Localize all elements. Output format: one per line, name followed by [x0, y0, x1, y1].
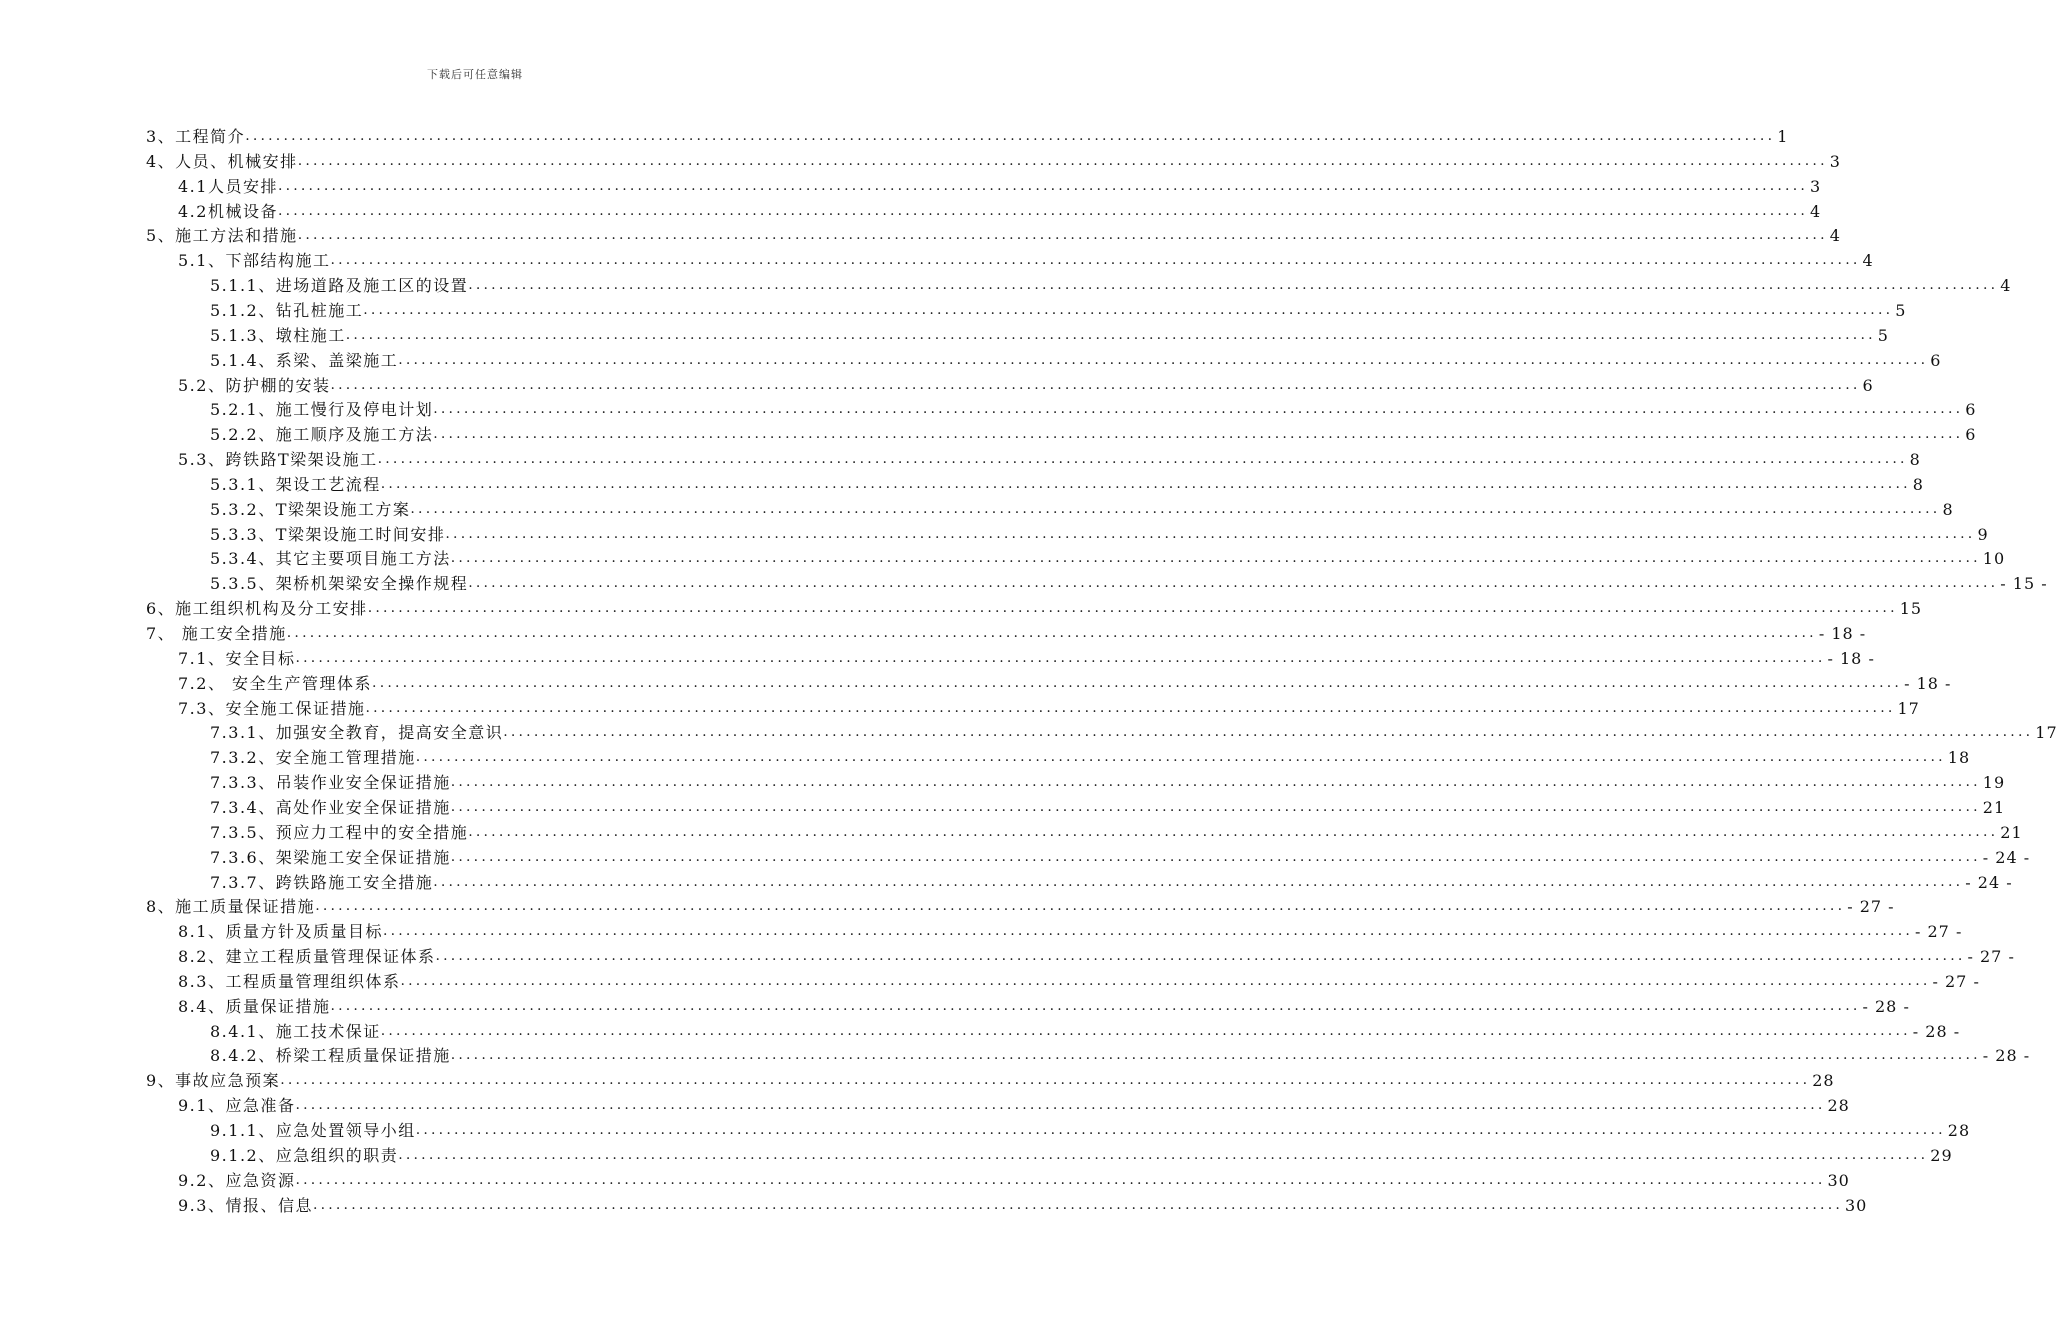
toc-entry-page: 5 — [1877, 325, 1889, 345]
toc-entry-page: 8 — [1912, 474, 1924, 494]
page-header: 下载后可任意编辑 — [427, 68, 523, 81]
toc-leader-dots: ........................................................................................................................................................................................................ — [380, 475, 1911, 492]
toc-entry-title: 8.2、建立工程质量管理保证体系 — [178, 947, 436, 967]
toc-leader-dots: ........................................................................................................................................................................................................ — [415, 749, 1946, 766]
toc-entry-title: 4.2机械设备 — [178, 201, 278, 221]
toc-leader-dots: ........................................................................................................................................................................................................ — [435, 948, 1966, 965]
toc-leader-dots: ........................................................................................................................................................................................................ — [398, 351, 1929, 368]
toc-leader-dots: ........................................................................................................................................................................................................ — [377, 451, 1908, 468]
toc-leader-dots: ........................................................................................................................................................................................................ — [468, 823, 1999, 840]
toc-leader-dots: ........................................................................................................................................................................................................ — [433, 873, 1964, 890]
toc-entry[interactable] — [210, 1143, 1953, 1168]
toc-entry-title: 5.3.3、T梁架设施工时间安排 — [210, 524, 446, 544]
toc-entry-page: 19 — [1982, 773, 2006, 793]
toc-entry-title: 4.1人员安排 — [178, 176, 278, 196]
toc-entry-page: - 18 - — [1827, 648, 1875, 668]
toc-entry-page: - 18 - — [1818, 624, 1867, 643]
toc-entry[interactable] — [178, 969, 1980, 994]
toc-entry[interactable] — [210, 422, 1977, 447]
toc-entry[interactable] — [146, 149, 1841, 174]
toc-entry-page: - 27 - — [1932, 971, 1980, 991]
toc-entry[interactable] — [210, 820, 2023, 845]
toc-entry-title: 8.1、质量方针及质量目标 — [178, 922, 383, 942]
toc-entry[interactable] — [178, 696, 1920, 721]
toc-leader-dots: ........................................................................................................................................................................................................ — [398, 1146, 1929, 1163]
toc-entry[interactable] — [210, 273, 2012, 298]
toc-entry-title: 7.3.5、预应力工程中的安全措施 — [210, 822, 469, 842]
toc-entry-page: - 24 - — [1982, 847, 2031, 867]
toc-entry-page: - 15 - — [2000, 574, 2048, 594]
toc-leader-dots: ........................................................................................................................................................................................................ — [363, 301, 1894, 318]
toc-leader-dots: ........................................................................................................................................................................................................ — [450, 774, 1981, 791]
toc-entry[interactable] — [146, 1068, 1835, 1093]
toc-entry-page: - 27 - — [1847, 897, 1895, 917]
toc-entry-page: 6 — [1862, 375, 1874, 395]
toc-entry-title: 8.4.1、施工技术保证 — [210, 1021, 381, 1041]
toc-entry-page: - 27 - — [1915, 922, 1963, 942]
toc-entry-title: 5.2、防护棚的安装 — [178, 375, 331, 395]
toc-entry[interactable] — [146, 894, 1895, 919]
toc-entry-page: 15 — [1899, 599, 1923, 619]
toc-leader-dots: ........................................................................................................................................................................................................ — [297, 227, 1828, 244]
toc-leader-dots: ........................................................................................................................................................................................................ — [468, 277, 1999, 294]
toc-leader-dots: ........................................................................................................................................................................................................ — [433, 426, 1964, 443]
toc-leader-dots: ........................................................................................................................................................................................................ — [295, 649, 1826, 666]
toc-entry-page: 5 — [1895, 300, 1907, 320]
toc-entry-title: 8、施工质量保证措施 — [146, 897, 316, 917]
toc-entry-title: 7.3.1、加强安全教育，提高安全意识 — [210, 723, 504, 743]
toc-entry-title: 9.1.2、应急组织的职责 — [210, 1145, 399, 1165]
toc-entry-title: 6、施工组织机构及分工安排 — [146, 599, 368, 619]
toc-entry-page: 21 — [1982, 797, 2006, 817]
toc-entry[interactable] — [178, 447, 1921, 472]
toc-entry-title: 5.1.4、系梁、盖梁施工 — [210, 350, 399, 370]
toc-entry-title: 5.3.1、架设工艺流程 — [210, 474, 381, 494]
toc-entry-page: - 28 - — [1862, 996, 1910, 1016]
toc-entry-page: - 24 - — [1965, 872, 2013, 892]
toc-leader-dots: ........................................................................................................................................................................................................ — [450, 550, 1981, 567]
toc-entry[interactable] — [210, 770, 2006, 795]
toc-leader-dots: ........................................................................................................................................................................................................ — [365, 699, 1896, 716]
toc-entry-page: 4 — [1829, 226, 1841, 246]
toc-entry[interactable] — [210, 522, 1989, 547]
toc-entry-title: 9.2、应急资源 — [178, 1170, 296, 1190]
toc-entry-title: 5.1.2、钻孔桩施工 — [210, 300, 364, 320]
toc-entry-page: 30 — [1845, 1195, 1868, 1215]
toc-entry[interactable] — [210, 546, 2006, 571]
toc-entry[interactable] — [210, 1043, 2031, 1068]
toc-entry[interactable] — [210, 795, 2006, 820]
toc-entry[interactable] — [210, 298, 1907, 323]
toc-entry[interactable] — [146, 621, 1867, 646]
toc-leader-dots: ........................................................................................................................................................................................................ — [415, 1122, 1946, 1138]
toc-entry-title: 5.2.2、施工顺序及施工方法 — [210, 425, 434, 445]
toc-entry[interactable] — [178, 1093, 1850, 1118]
toc-entry[interactable] — [178, 671, 1952, 696]
toc-entry[interactable] — [146, 124, 1789, 149]
toc-leader-dots: ........................................................................................................................................................................................................ — [345, 326, 1876, 343]
toc-entry-title: 5.1.1、进场道路及施工区的设置 — [210, 276, 469, 296]
toc-leader-dots: ........................................................................................................................................................................................................ — [450, 798, 1981, 815]
toc-entry-title: 3、工程简介 — [146, 127, 246, 146]
toc-leader-dots: ........................................................................................................................................................................................................ — [280, 1072, 1811, 1089]
toc-entry-page: 28 — [1812, 1071, 1835, 1091]
toc-entry-title: 9.1.1、应急处置领导小组 — [210, 1121, 416, 1140]
toc-entry-title: 7.3.4、高处作业安全保证措施 — [210, 797, 451, 817]
toc-entry[interactable] — [178, 373, 1874, 398]
toc-entry-title: 5、施工方法和措施 — [146, 226, 298, 246]
toc-entry[interactable] — [178, 1193, 1868, 1218]
toc-entry[interactable] — [210, 497, 1954, 522]
toc-entry[interactable] — [178, 1168, 1850, 1193]
toc-entry-title: 9.1、应急准备 — [178, 1096, 296, 1116]
toc-leader-dots: ........................................................................................................................................................................................................ — [312, 1196, 1843, 1213]
toc-entry[interactable] — [210, 397, 1977, 422]
toc-leader-dots: ........................................................................................................................................................................................................ — [468, 575, 1999, 592]
toc-entry[interactable] — [178, 646, 1875, 671]
toc-leader-dots: ........................................................................................................................................................................................................ — [295, 1171, 1826, 1188]
toc-entry-title: 5.3、跨铁路T梁架设施工 — [178, 450, 378, 470]
toc-leader-dots: ........................................................................................................................................................................................................ — [297, 152, 1828, 169]
toc-entry-title: 7.2、 安全生产管理体系 — [178, 673, 373, 693]
toc-entry[interactable] — [210, 720, 2058, 745]
toc-entry-title: 5.1、下部结构施工 — [178, 251, 331, 271]
toc-entry-title: 9.3、情报、信息 — [178, 1195, 313, 1215]
toc-entry-title: 7.3.7、跨铁路施工安全措施 — [210, 872, 434, 892]
toc-entry-title: 8.4.2、桥梁工程质量保证措施 — [210, 1046, 451, 1066]
toc-entry[interactable] — [210, 571, 2048, 596]
toc-leader-dots: ........................................................................................................................................................................................................ — [410, 500, 1941, 517]
toc-entry-page: 8 — [1942, 499, 1954, 519]
toc-entry-page: 4 — [1862, 251, 1874, 271]
toc-entry[interactable] — [178, 919, 1963, 944]
toc-leader-dots: ........................................................................................................................................................................................................ — [400, 972, 1931, 989]
toc-entry[interactable] — [178, 994, 1910, 1019]
toc-leader-dots: ........................................................................................................................................................................................................ — [315, 898, 1846, 915]
toc-leader-dots: ........................................................................................................................................................................................................ — [330, 376, 1861, 393]
toc-entry-title: 7.3、安全施工保证措施 — [178, 698, 366, 718]
toc-entry-title: 5.3.2、T梁架设施工方案 — [210, 499, 411, 519]
toc-entry-title: 7.1、安全目标 — [178, 648, 296, 668]
toc-entry-title: 5.3.4、其它主要项目施工方法 — [210, 549, 451, 569]
toc-entry-title: 7.3.6、架梁施工安全保证措施 — [210, 847, 451, 867]
toc-entry-title: 7.3.2、安全施工管理措施 — [210, 748, 416, 768]
toc-entry[interactable] — [210, 1118, 1971, 1143]
toc-entry[interactable] — [210, 870, 2013, 895]
toc-leader-dots: ........................................................................................................................................................................................................ — [433, 401, 1964, 418]
toc-entry-page: - 18 - — [1904, 673, 1952, 693]
toc-entry-title: 4、人员、机械安排 — [146, 151, 298, 171]
toc-leader-dots: ........................................................................................................................................................................................................ — [380, 1022, 1911, 1039]
toc-leader-dots: ........................................................................................................................................................................................................ — [445, 525, 1976, 542]
toc-entry-title: 7、 施工安全措施 — [146, 624, 287, 643]
toc-entry[interactable] — [178, 248, 1874, 273]
toc-entry-title: 5.3.5、架桥机架梁安全操作规程 — [210, 574, 469, 594]
toc-leader-dots: ........................................................................................................................................................................................................ — [503, 724, 2034, 741]
toc-entry-page: 18 — [1947, 748, 1971, 768]
toc-entry[interactable] — [210, 323, 1889, 348]
toc-entry[interactable] — [210, 845, 2031, 870]
toc-entry-title: 9、事故应急预案 — [146, 1071, 281, 1091]
toc-leader-dots: ........................................................................................................................................................................................................ — [330, 252, 1861, 269]
toc-entry-page: 3 — [1810, 176, 1822, 196]
toc-entry-page: 17 — [2035, 723, 2058, 743]
toc-entry-title: 5.2.1、施工慢行及停电计划 — [210, 400, 434, 420]
toc-entry-page: - 28 - — [1912, 1021, 1961, 1041]
toc-entry-page: 1 — [1777, 127, 1789, 146]
toc-entry-page: 28 — [1827, 1096, 1850, 1116]
toc-entry[interactable] — [210, 745, 1971, 770]
toc-entry-page: 3 — [1829, 151, 1841, 171]
toc-entry[interactable] — [210, 1019, 1961, 1044]
toc-leader-dots: ........................................................................................................................................................................................................ — [277, 177, 1808, 194]
toc-entry-page: 30 — [1827, 1170, 1850, 1190]
toc-entry[interactable] — [178, 944, 2015, 969]
toc-entry-page: 29 — [1930, 1145, 1953, 1165]
toc-entry-title: 7.3.3、吊装作业安全保证措施 — [210, 773, 451, 793]
toc-entry-title: 8.4、质量保证措施 — [178, 996, 331, 1016]
toc-entry-page: 9 — [1977, 524, 1989, 544]
toc-entry-page: 17 — [1897, 698, 1920, 718]
toc-leader-dots: ........................................................................................................................................................................................................ — [450, 1047, 1981, 1064]
toc-entry-page: 4 — [2000, 276, 2012, 296]
toc-entry-page: - 28 - — [1982, 1046, 2031, 1066]
toc-entry-page: 4 — [1810, 201, 1822, 221]
toc-entry[interactable] — [146, 223, 1841, 248]
toc-entry-page: 6 — [1930, 350, 1942, 370]
toc-entry[interactable] — [210, 472, 1924, 497]
toc-leader-dots: ........................................................................................................................................................................................................ — [295, 1097, 1826, 1114]
toc-entry[interactable] — [146, 596, 1923, 621]
toc-leader-dots: ........................................................................................................................................................................................................ — [382, 923, 1913, 940]
toc-leader-dots: ........................................................................................................................................................................................................ — [450, 848, 1981, 865]
toc-leader-dots: ........................................................................................................................................................................................................ — [367, 600, 1898, 617]
toc-entry[interactable] — [178, 199, 1822, 224]
toc-entry-title: 5.1.3、墩柱施工 — [210, 325, 346, 345]
toc-leader-dots: ........................................................................................................................................................................................................ — [330, 997, 1861, 1014]
toc-entry-page: 21 — [2000, 822, 2023, 842]
toc-leader-dots: ........................................................................................................................................................................................................ — [277, 202, 1808, 219]
toc-leader-dots: ........................................................................................................................................................................................................ — [286, 625, 1817, 641]
toc-entry[interactable] — [210, 348, 1942, 373]
toc-entry-page: 10 — [1982, 549, 2006, 569]
toc-leader-dots: ........................................................................................................................................................................................................ — [372, 674, 1903, 691]
toc-entry-page: 8 — [1909, 450, 1921, 470]
toc-entry-page: 6 — [1965, 425, 1977, 445]
toc-entry-page: - 27 - — [1967, 947, 2015, 967]
toc-entry-page: 6 — [1965, 400, 1977, 420]
toc-entry-title: 8.3、工程质量管理组织体系 — [178, 971, 401, 991]
toc-leader-dots: ........................................................................................................................................................................................................ — [245, 128, 1776, 144]
toc-entry-page: 28 — [1947, 1121, 1971, 1140]
toc-entry[interactable] — [178, 174, 1822, 199]
